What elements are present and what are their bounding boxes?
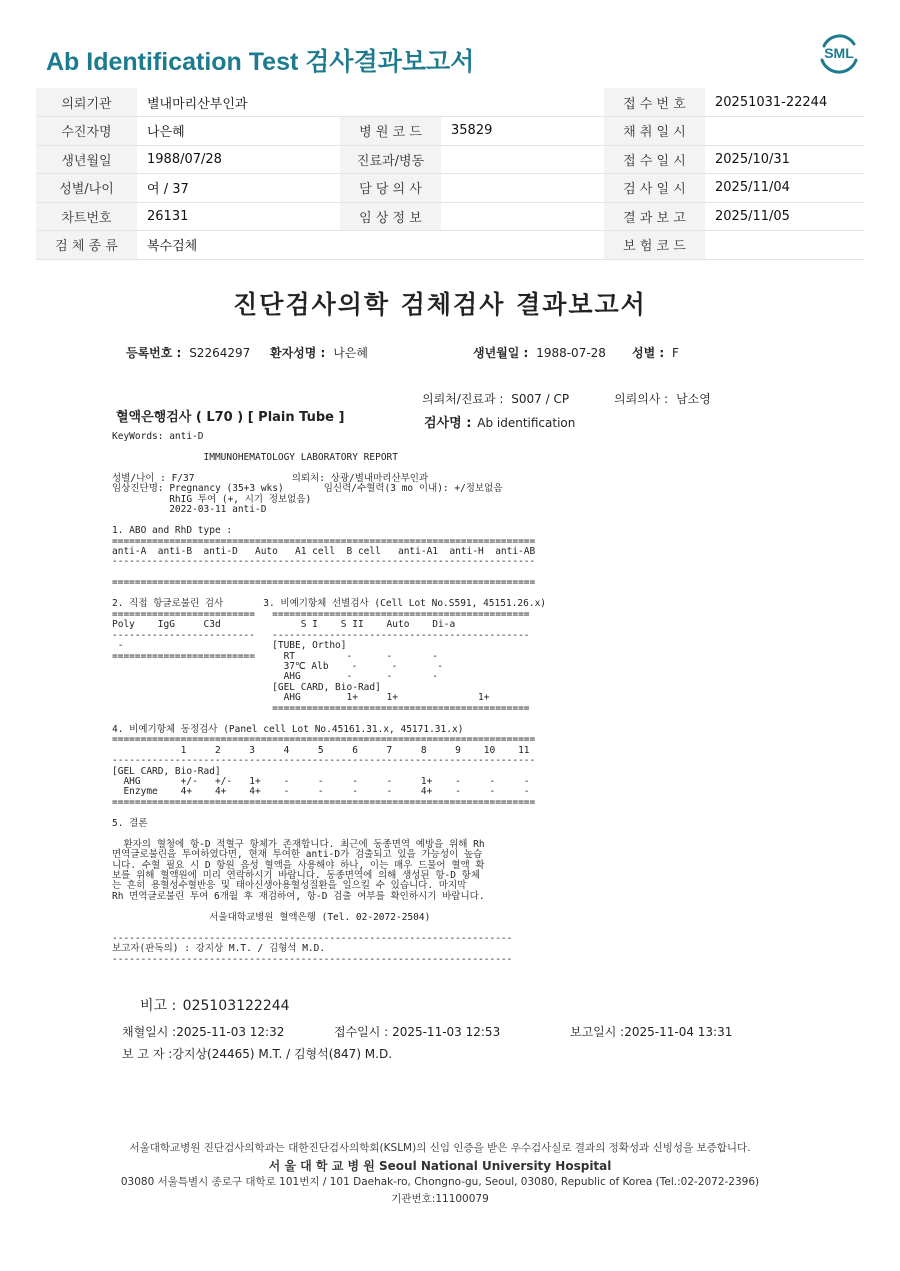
reporter: [122, 1045, 392, 1062]
info-row: [36, 174, 864, 203]
footer-address: 03080 서울특별시 종로구 대학로 101번지 / 101 Daehak-ro, Chongno-gu, Seoul, 03080, Republic of Korea (Tel.:02-2072-2396): [120, 1176, 760, 1188]
info-value: 여 / 37: [137, 174, 340, 203]
info-value: 별내마리산부인과: [137, 88, 340, 117]
page-title: Ab Identification Test 검사결과보고서: [46, 48, 475, 76]
reported-time-label: 보고일시 :: [570, 1025, 625, 1039]
info-value: 나은혜: [137, 117, 340, 146]
collected-time-value: 2025-11-03 12:32: [176, 1025, 285, 1039]
info-value: 1988/07/28: [137, 145, 340, 174]
info-label: [340, 88, 441, 117]
info-value: 2025/11/05: [705, 202, 864, 231]
info-label: 진료과/병동: [340, 145, 441, 174]
birth-date: [473, 344, 606, 361]
received-time-label: 접수일시 :: [334, 1025, 389, 1039]
patient-name-value: 나은혜: [333, 346, 368, 360]
info-label: 임 상 정 보: [340, 202, 441, 231]
test-name-value: Ab identification: [477, 416, 576, 430]
note-value: 025103122244: [182, 998, 290, 1014]
info-value: [705, 231, 864, 260]
test-name: [424, 412, 575, 431]
info-row: [36, 88, 864, 117]
info-label: 검 체 종 류: [36, 231, 137, 260]
reported-time: [570, 1023, 732, 1040]
registration-no-label: 등록번호 :: [126, 346, 182, 360]
birth-date-value: 1988-07-28: [536, 346, 606, 360]
patient-name: [270, 344, 368, 361]
logo-text: SML: [824, 45, 854, 61]
info-value: 26131: [137, 202, 340, 231]
sex: [632, 344, 679, 361]
sml-logo: [816, 30, 862, 76]
info-value: [441, 145, 604, 174]
footer-institution-code: 기관번호:11100079: [391, 1193, 489, 1205]
lab-report-body: KeyWords: anti-D IMMUNOHEMATOLOGY LABORATORY REPORT 성별/나이 : F/37 의뢰처: 상광/별내마리산부인과 임상진단명: Pregnancy (35+3 wks) 임신력/수혈력(3 mo 이내): +/정보없음 RhIG 투여 (+, 시기 정보없음) 2022-03-11 anti-D 1. ABO and RhD type : ========================================================================== anti-A anti-B anti-D Auto A1 cell B cell anti-A1 anti-H anti-AB -------------------------------------------------------------------------- ========================================================================== 2. 직접 항글로불린 검사 3. 비예기항체 선별검사 (Cell Lot No.S591, 45151.26.x) ========================= ============================================= Poly IgG C3d S I S II Auto Di-a ------------------------- --------------------------------------------- - [TUBE, Ortho] ========================= RT - - - 37℃ Alb - - - AHG - - - [GEL CARD, Bio-Rad] AHG 1+ 1+ 1+ ============================================= 4. 비예기항체 동정검사 (Panel cell Lot No.45161.31.x, 45171.31.x) ========================================================================== 1 2 3 4 5 6 7 8 9 10 11 -------------------------------------------------------------------------- [GEL CARD, Bio-Rad] AHG +/- +/- 1+ - - - - 1+ - - - Enzyme 4+ 4+ 4+ - - - - 4+ - - - ========================================================================== 5. 결론 환자의 혈청에 항-D 적혈구 항체가 존재합니다. 최근에 동종면역 예방을 위해 Rh 면역글로불린을 투여하였다면, 현재 투여한 anti-D가 검출되고 있을 가능성이 높습 니다. 수혈 필요 시 D 항원 음성 혈액을 사용해야 하나, 이는 매우 드물어 혈액 확 보를 위해 혈액원에 미리 연락하시기 바랍니다. 동종면역에 의해 생성된 항-D 항체 는 흔히 용혈성수혈반응 및 태아신생아용혈성질환을 일으킬 수 있습니다. 마지막 Rh 면역글로불린 투여 6개월 후 재검하여, 항-D 검출 여부를 확인하시기 바랍니다. 서울대학교병원 혈액은행 (Tel. 02-2072-2504) ---------------------------------------------------------------------- 보고자(판독의) : 강지상 M.T. / 김형석 M.D. ----------------------------------------------------------------------: [112, 431, 547, 965]
info-row: [36, 117, 864, 146]
referring-doctor: [614, 390, 711, 407]
info-label: 접 수 일 시: [604, 145, 705, 174]
info-value: 35829: [441, 117, 604, 146]
collected-time-label: 채혈일시 :: [122, 1025, 177, 1039]
info-label: 접 수 번 호: [604, 88, 705, 117]
info-value: [705, 117, 864, 146]
reporter-value: 강지상(24465) M.T. / 김형석(847) M.D.: [172, 1047, 393, 1061]
referring-doctor-value: 남소영: [676, 392, 711, 406]
footer-certification: 서울대학교병원 진단검사의학과는 대한진단검사의학회(KSLM)의 신임 인증을 받은 우수검사실로 결과의 정확성과 신빙성을 보증합니다.: [129, 1142, 751, 1154]
info-value: [441, 174, 604, 203]
reported-time-value: 2025-11-04 13:31: [624, 1025, 733, 1039]
sex-value: F: [672, 346, 679, 360]
info-label: 검 사 일 시: [604, 174, 705, 203]
info-label: 성별/나이: [36, 174, 137, 203]
footer-hospital-name: 서 울 대 학 교 병 원 Seoul National University Hospital: [268, 1159, 612, 1173]
info-value: [441, 88, 604, 117]
info-label: 수진자명: [36, 117, 137, 146]
patient-name-label: 환자성명 :: [270, 346, 326, 360]
test-name-label: 검사명 :: [424, 416, 472, 431]
info-label: 생년월일: [36, 145, 137, 174]
referral-dept: [422, 390, 569, 407]
info-value: 2025/10/31: [705, 145, 864, 174]
note: [140, 995, 290, 1015]
sex-label: 성별 :: [632, 346, 665, 360]
info-row: [36, 202, 864, 231]
info-value: 20251031-22244: [705, 88, 864, 117]
birth-date-label: 생년월일 :: [473, 346, 529, 360]
referral-dept-label: 의뢰처/진료과 :: [422, 392, 504, 406]
info-value: 2025/11/04: [705, 174, 864, 203]
report-title: 진단검사의학 검체검사 결과보고서: [233, 290, 647, 319]
test-group: 혈액은행검사 ( L70 ) [ Plain Tube ]: [116, 410, 345, 425]
note-label: 비고 :: [140, 998, 177, 1014]
info-value: [441, 202, 604, 231]
info-row: [36, 145, 864, 174]
info-label: 병 원 코 드: [340, 117, 441, 146]
referring-doctor-label: 의뢰의사 :: [614, 392, 669, 406]
received-time-value: 2025-11-03 12:53: [392, 1025, 501, 1039]
received-time: [334, 1023, 500, 1040]
info-label: [340, 231, 441, 260]
patient-info-table: [36, 88, 864, 260]
info-row: [36, 231, 864, 260]
info-label: 차트번호: [36, 202, 137, 231]
registration-no: [126, 344, 250, 361]
referral-dept-value: S007 / CP: [511, 392, 570, 406]
registration-no-value: S2264297: [189, 346, 251, 360]
info-label: 보 험 코 드: [604, 231, 705, 260]
info-label: 의뢰기관: [36, 88, 137, 117]
info-value: 복수검체: [137, 231, 340, 260]
info-label: 담 당 의 사: [340, 174, 441, 203]
reporter-label: 보 고 자 :: [122, 1047, 173, 1061]
info-label: 결 과 보 고: [604, 202, 705, 231]
info-label: 채 취 일 시: [604, 117, 705, 146]
info-value: [441, 231, 604, 260]
collected-time: [122, 1023, 284, 1040]
